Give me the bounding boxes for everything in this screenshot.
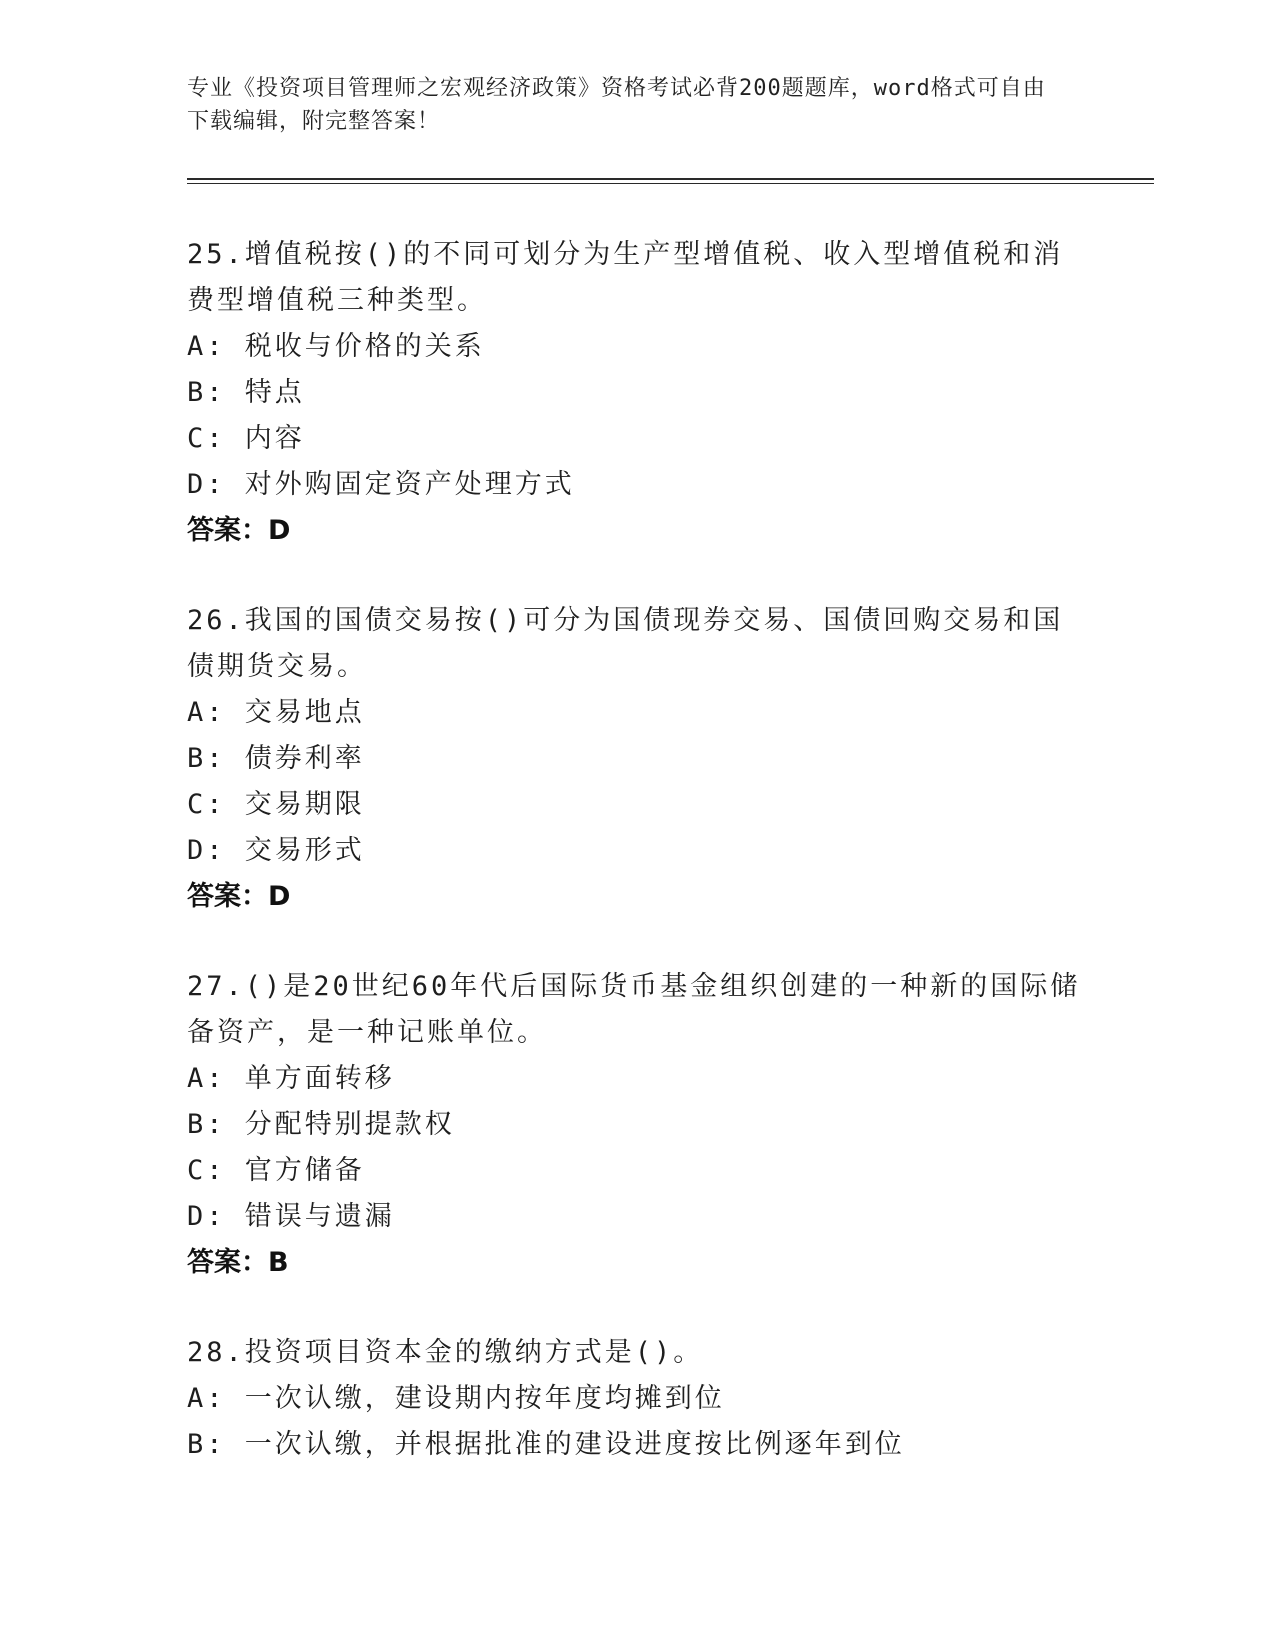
- option-a: A: 一次认缴，建设期内按年度均摊到位: [187, 1383, 725, 1414]
- question-stem: 25.增值税按()的不同可划分为生产型增值税、收入型增值税和消费型增值税三种类型。: [187, 239, 1064, 316]
- option-b: B: 分配特别提款权: [187, 1109, 455, 1140]
- question-25: [187, 232, 1087, 554]
- question-stem: 27.()是20世纪60年代后国际货币基金组织创建的一种新的国际储备资产，是一种记账单位。: [187, 971, 1081, 1048]
- option-b: B: 债券利率: [187, 743, 365, 774]
- option-c: C: 内容: [187, 423, 305, 454]
- option-c: C: 交易期限: [187, 789, 365, 820]
- header-divider-top: [187, 178, 1154, 180]
- answer-line: 答案：D: [187, 881, 291, 912]
- option-a: A: 单方面转移: [187, 1063, 395, 1094]
- question-stem: 26.我国的国债交易按()可分为国债现券交易、国债回购交易和国债期货交易。: [187, 605, 1064, 682]
- answer-line: 答案：B: [187, 1247, 289, 1278]
- answer-line: 答案：D: [187, 515, 291, 546]
- header-divider-bottom: [187, 183, 1154, 184]
- question-spacer: [187, 554, 1087, 598]
- option-d: D: 错误与遗漏: [187, 1201, 395, 1232]
- question-27: [187, 964, 1087, 1286]
- option-b: B: 一次认缴，并根据批准的建设进度按比例逐年到位: [187, 1429, 905, 1460]
- option-a: A: 税收与价格的关系: [187, 331, 485, 362]
- question-stem: 28.投资项目资本金的缴纳方式是()。: [187, 1337, 704, 1368]
- option-b: B: 特点: [187, 377, 305, 408]
- question-spacer: [187, 920, 1087, 964]
- option-d: D: 交易形式: [187, 835, 365, 866]
- question-list: [187, 232, 1087, 1468]
- question-26: [187, 598, 1087, 920]
- option-a: A: 交易地点: [187, 697, 365, 728]
- question-spacer: [187, 1286, 1087, 1330]
- option-d: D: 对外购固定资产处理方式: [187, 469, 575, 500]
- option-c: C: 官方储备: [187, 1155, 365, 1186]
- question-28: [187, 1330, 1087, 1468]
- document-header: 专业《投资项目管理师之宏观经济政策》资格考试必背200题题库，word格式可自由下载编辑，附完整答案！: [187, 76, 1046, 134]
